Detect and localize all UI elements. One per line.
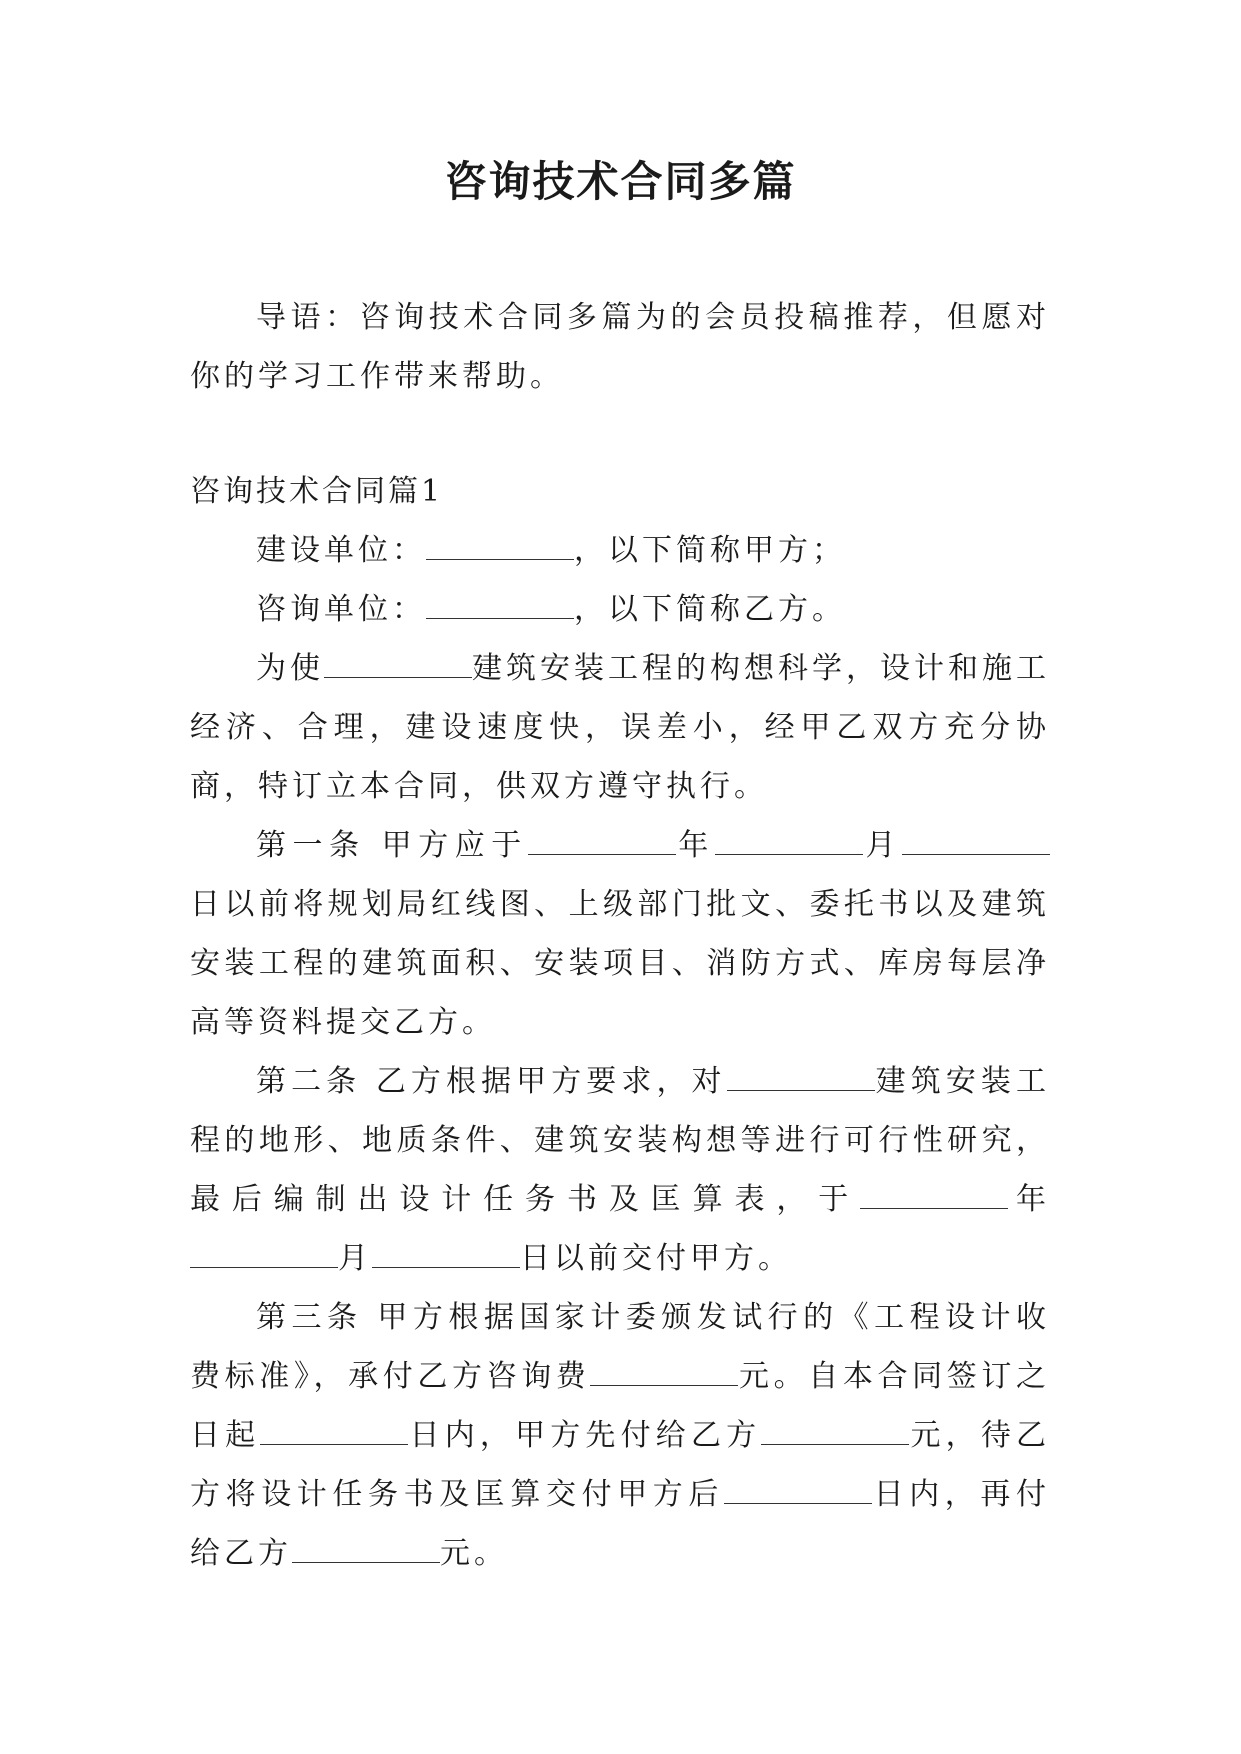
text-run: 第三条 甲方根据国家计委颁发试行的《工程设计收费标准》，承付乙方咨询费 <box>190 1300 1050 1394</box>
fill-blank <box>902 828 1050 855</box>
fill-blank <box>426 533 574 560</box>
text-run: 元。 <box>440 1536 508 1571</box>
text-run: ，以下简称乙方。 <box>574 592 846 627</box>
text-run: 日内，甲方先付给乙方 <box>408 1418 762 1453</box>
text-run: 元。自本合同签订之日起 <box>190 1359 1051 1453</box>
paragraph-consulting-unit <box>190 580 1050 639</box>
intro-paragraph: 导语：咨询技术合同多篇为的会员投稿推荐，但愿对你的学习工作带来帮助。 <box>190 300 1050 394</box>
text-run: 第一条 甲方应于 <box>256 828 528 863</box>
text-run: ，以下简称甲方； <box>574 533 846 568</box>
document-body <box>190 288 1050 1583</box>
fill-blank <box>260 1418 408 1445</box>
text-run: 建筑安装工程的构想科学，设计和施工经济、合理，建设速度快，误差小，经甲乙双方充分协商，特订立本合同，供双方遵守执行。 <box>190 651 1050 804</box>
text-run: 建筑安装工程的地形、地质条件、建筑安装构想等进行可行性研究，最后编制出设计任务书及匡算表，于 <box>190 1064 1050 1217</box>
paragraph-purpose <box>190 639 1050 816</box>
text-run: 月 <box>338 1241 372 1276</box>
fill-blank <box>727 1064 875 1091</box>
paragraph-construction-unit <box>190 521 1050 580</box>
fill-blank <box>724 1477 872 1504</box>
section-heading: 咨询技术合同篇1 <box>190 474 444 509</box>
fill-blank <box>324 651 472 678</box>
paragraph-article-3 <box>190 1288 1050 1583</box>
paragraph-article-2 <box>190 1052 1050 1288</box>
fill-blank <box>761 1418 909 1445</box>
text-run: 元，待乙方将设计任务书及匡算交付甲方后 <box>190 1418 1051 1512</box>
text-run: 年 <box>675 828 715 863</box>
fill-blank <box>590 1359 738 1386</box>
text-run: 建设单位： <box>256 533 426 568</box>
paragraph-article-1 <box>190 816 1050 1052</box>
document-title: 咨询技术合同多篇 <box>444 157 797 206</box>
fill-blank <box>528 828 676 855</box>
fill-blank <box>715 828 863 855</box>
text-run: 咨询单位： <box>256 592 426 627</box>
text-run: 日以前交付甲方。 <box>520 1241 792 1276</box>
text-run: 年 <box>1008 1182 1051 1217</box>
fill-blank <box>292 1536 440 1563</box>
fill-blank <box>190 1241 338 1268</box>
spacer <box>190 406 1050 462</box>
fill-blank <box>426 592 574 619</box>
text-run: 第二条 乙方根据甲方要求，对 <box>256 1064 727 1099</box>
fill-blank <box>372 1241 520 1268</box>
text-run: 为使 <box>256 651 324 686</box>
fill-blank <box>860 1182 1008 1209</box>
text-run: 日内，再付给乙方 <box>190 1477 1050 1571</box>
text-run: 日以前将规划局红线图、上级部门批文、委托书以及建筑安装工程的建筑面积、安装项目、消防方式、库房每层净高等资料提交乙方。 <box>190 887 1050 1040</box>
text-run: 月 <box>862 828 902 863</box>
